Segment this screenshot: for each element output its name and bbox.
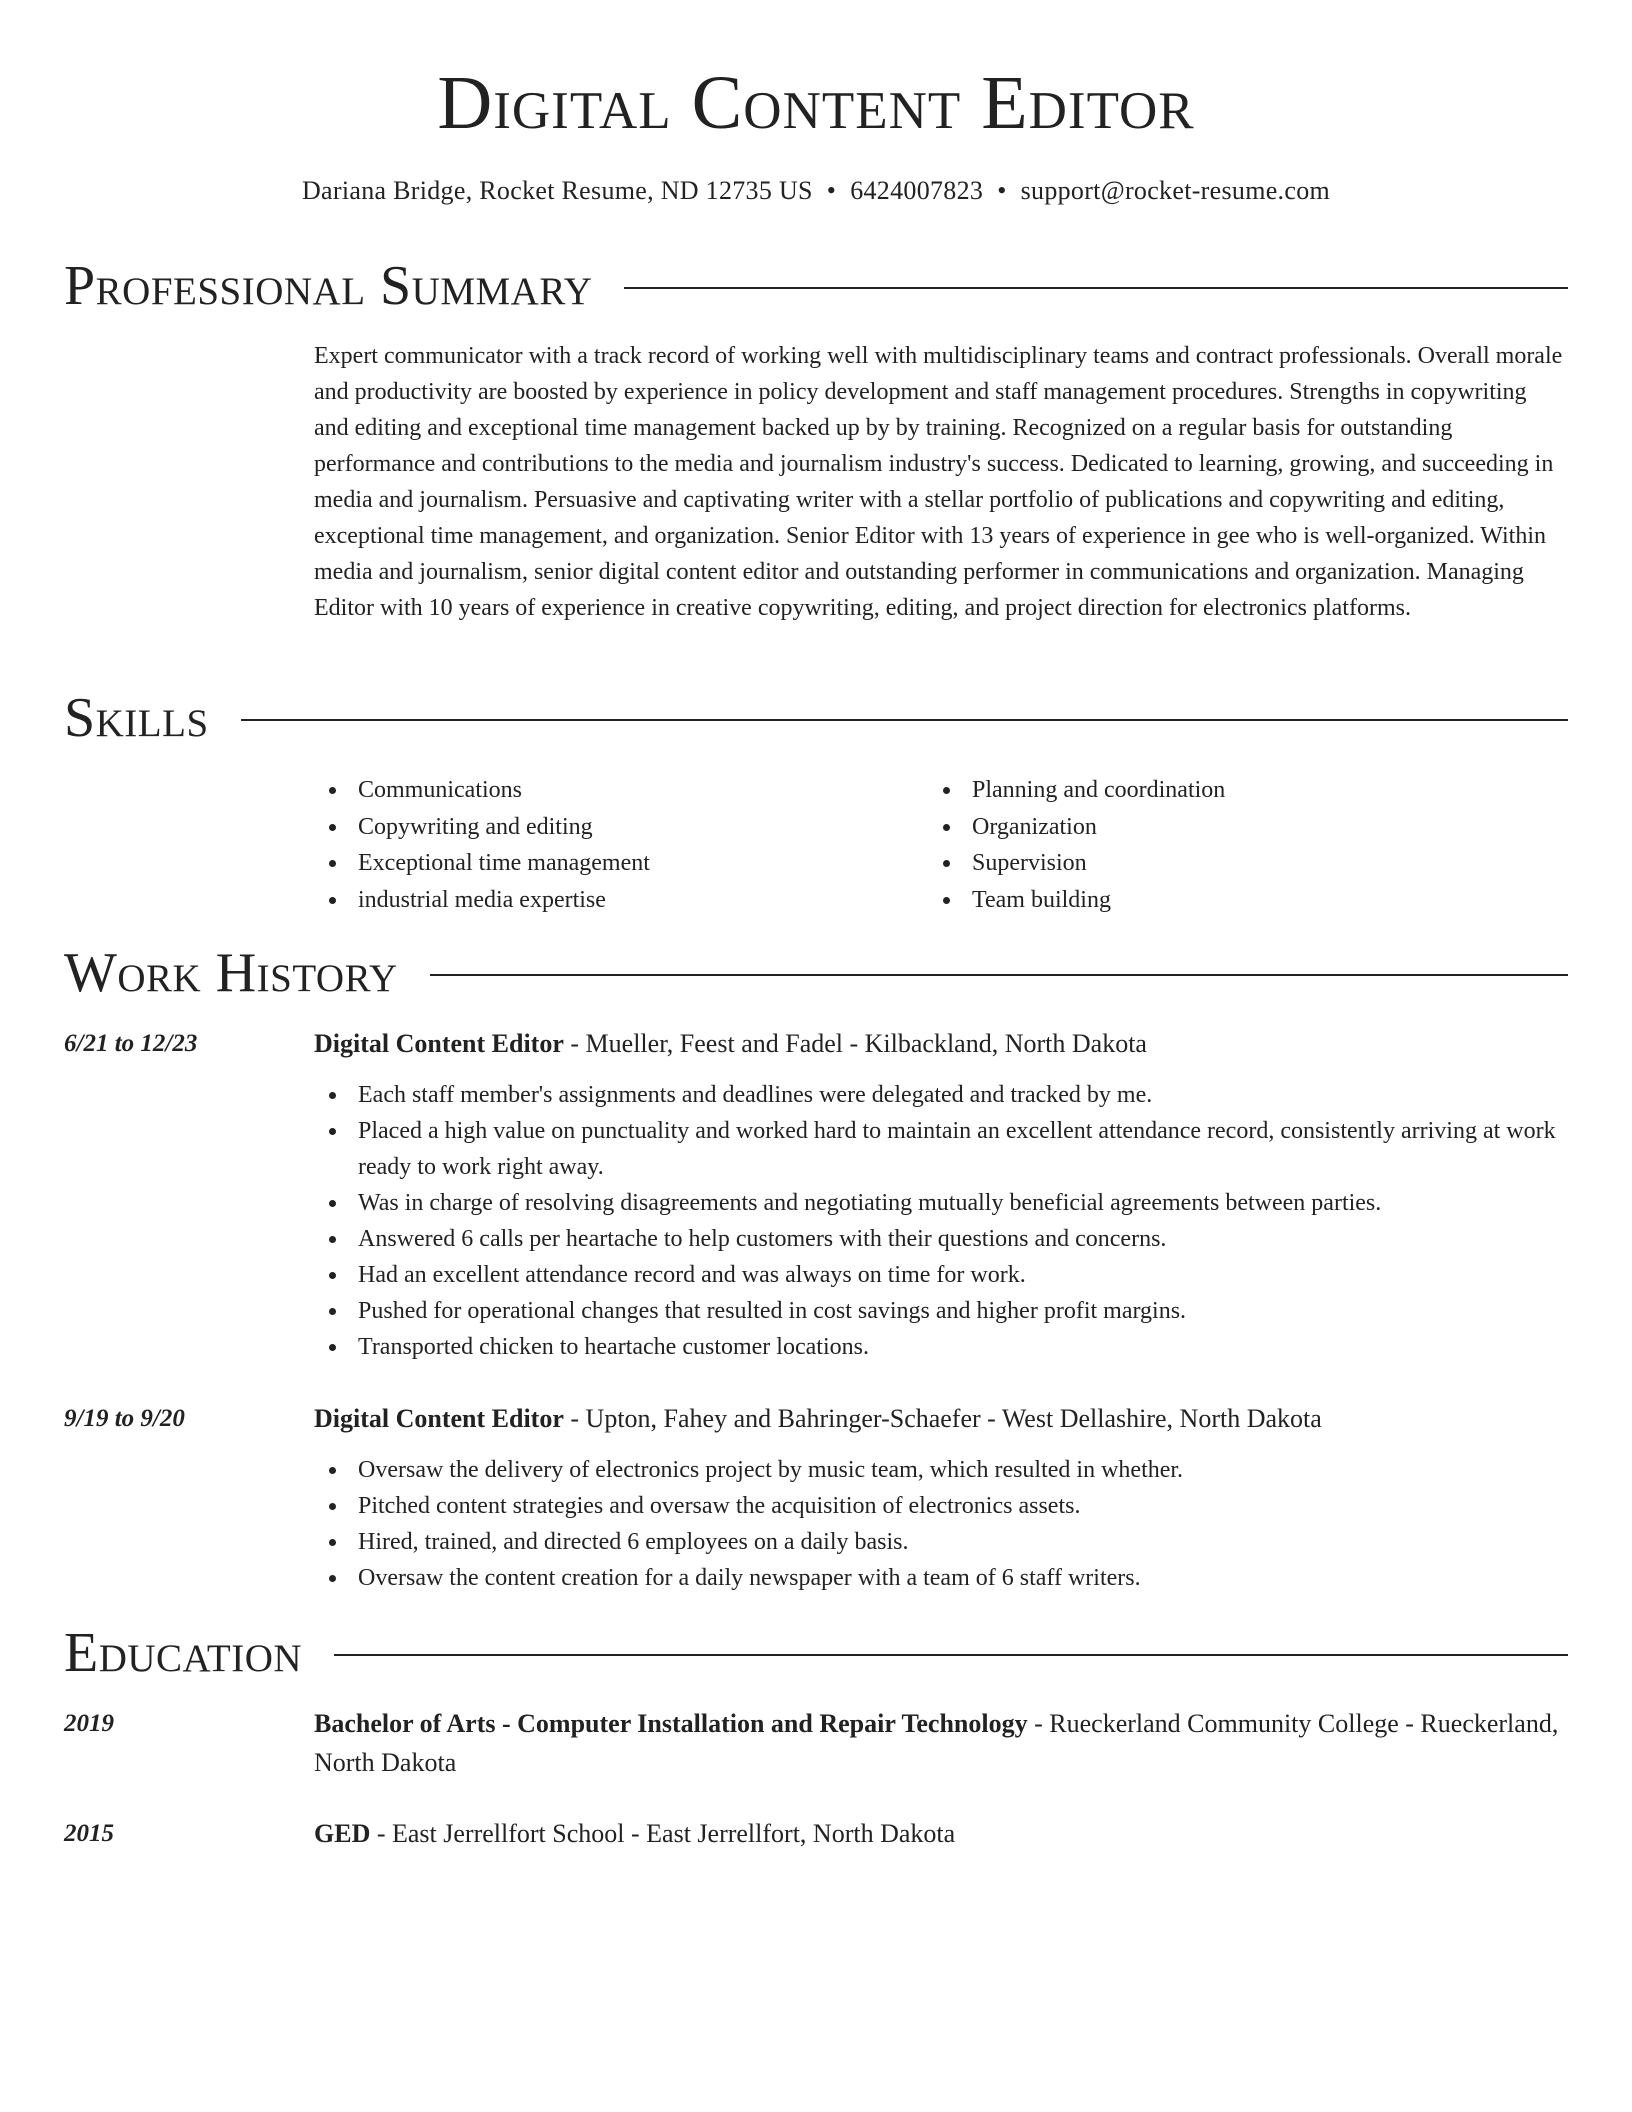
skill-item: Organization (928, 809, 1528, 846)
job-bullet: Oversaw the content creation for a daily newspaper with a team of 6 staff writers. (314, 1560, 1566, 1596)
job-bullet: Answered 6 calls per heartache to help customers with their questions and concerns. (314, 1221, 1566, 1257)
job-bullet: Each staff member's assignments and deadlines were delegated and tracked by me. (314, 1077, 1566, 1113)
skill-item: Planning and coordination (928, 772, 1528, 809)
contact-separator: • (826, 176, 837, 205)
resume-title: Digital Content Editor (437, 61, 1195, 145)
section-divider (334, 1654, 1568, 1656)
work-section-heading (64, 941, 1568, 1005)
summary-heading: Professional Summary (64, 255, 593, 317)
contact-address: Dariana Bridge, Rocket Resume, ND 12735 US (301, 176, 813, 205)
job-bullet: Pitched content strategies and oversaw the acquisition of electronics assets. (314, 1488, 1566, 1524)
contact-email: support@rocket-resume.com (1020, 176, 1331, 205)
contact-phone: 6424007823 (850, 176, 984, 205)
summary-section-heading (64, 254, 1568, 318)
education-details: - East Jerrellfort School - East Jerrellfort, North Dakota (370, 1819, 956, 1848)
education-entry (314, 1704, 1566, 1782)
skill-item: industrial media expertise (314, 882, 914, 919)
job-heading (314, 1024, 1566, 1063)
job-bullet: Pushed for operational changes that resulted in cost savings and higher profit margins. (314, 1293, 1566, 1329)
work-heading: Work History (64, 942, 398, 1004)
job-bullet: Oversaw the delivery of electronics project by music team, which resulted in whether. (314, 1452, 1566, 1488)
skill-item: Communications (314, 772, 914, 809)
skill-item: Copywriting and editing (314, 809, 914, 846)
job-bullet: Hired, trained, and directed 6 employees on a daily basis. (314, 1524, 1566, 1560)
skills-list-right (928, 772, 1528, 918)
job-details: - Mueller, Feest and Fadel - Kilbackland, North Dakota (563, 1029, 1147, 1058)
job-title: Digital Content Editor (314, 1404, 564, 1433)
job-dates: 6/21 to 12/23 (64, 1030, 198, 1057)
skill-item: Team building (928, 882, 1528, 919)
skills-section-heading (64, 686, 1568, 750)
contact-separator: • (997, 176, 1007, 205)
job-title: Digital Content Editor (314, 1029, 564, 1058)
section-divider (241, 719, 1568, 721)
education-section-heading (64, 1621, 1568, 1685)
skill-item: Supervision (928, 845, 1528, 882)
job-details: - Upton, Fahey and Bahringer-Schaefer - West Dellashire, North Dakota (563, 1404, 1322, 1433)
skills-list-left (314, 772, 914, 918)
job-bullets (314, 1452, 1566, 1596)
education-entry (314, 1814, 1566, 1853)
skill-item: Exceptional time management (314, 845, 914, 882)
job-bullet: Had an excellent attendance record and was always on time for work. (314, 1257, 1566, 1293)
job-dates: 9/19 to 9/20 (64, 1405, 185, 1432)
section-divider (624, 287, 1568, 289)
education-heading: Education (64, 1622, 303, 1684)
section-divider (430, 974, 1568, 976)
skills-heading: Skills (64, 687, 209, 749)
job-bullet: Transported chicken to heartache customer locations. (314, 1329, 1566, 1365)
education-year: 2019 (64, 1710, 114, 1737)
job-bullets (314, 1077, 1566, 1365)
job-bullet: Was in charge of resolving disagreements and negotiating mutually beneficial agreements between parties. (314, 1185, 1566, 1221)
education-degree: Bachelor of Arts - Computer Installation and Repair Technology (314, 1709, 1028, 1738)
summary-text: Expert communicator with a track record of working well with multidisciplinary teams and contract professionals. Overall morale and productivity are boosted by experience in policy development and staff management procedures. Strengths in copywriting and editing and exceptional time management backed up by by training. Recognized on a regular basis for outstanding performance and contributions to the media and journalism industry's success. Dedicated to learning, growing, and succeeding in media and journalism. Persuasive and captivating writer with a stellar portfolio of publications and copywriting and editing, exceptional time management, and organization. Senior Editor with 13 years of experience in gee who is well-organized. Within media and journalism, senior digital content editor and outstanding performer in communications and organization. Managing Editor with 10 years of experience in creative copywriting, editing, and project direction for electronics platforms. (314, 343, 1563, 621)
education-degree: GED (314, 1819, 371, 1848)
education-year: 2015 (64, 1820, 114, 1847)
education-details: - Rueckerland Community College - Rueckerland, North Dakota (314, 1709, 1559, 1777)
contact-line (0, 174, 1632, 208)
job-heading (314, 1399, 1566, 1438)
job-bullet: Placed a high value on punctuality and worked hard to maintain an excellent attendance record, consistently arriving at work ready to work right away. (314, 1113, 1566, 1185)
